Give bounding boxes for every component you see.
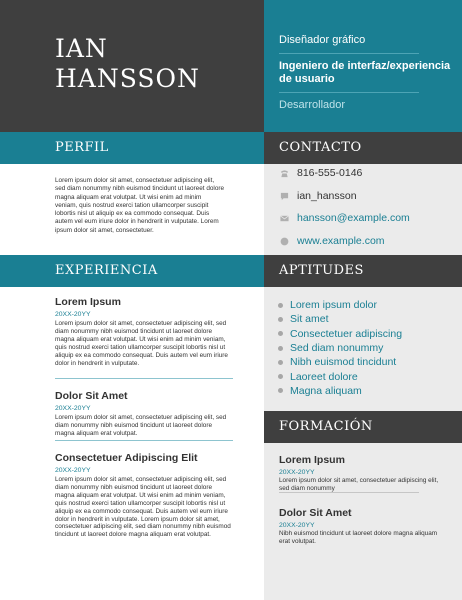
skill-label: Sit amet: [290, 313, 329, 326]
name-block: [0, 0, 264, 132]
bullet-icon: [278, 388, 283, 393]
username-text: ian_hansson: [297, 190, 357, 202]
job-description: Lorem ipsum dolor sit amet, consectetuer adipiscing elit, sed diam nonummy nibh euismod tincidunt ut laoreet dolore magna aliquam erat volutpat. Ut wisi enim ad minim veniam, quis nostrud exerci tation ullamcorper suscipit lobortis nisl ut aliquip ex ea commodo consequat. Duis autem vel eum iriure dolor in hendrerit in vulputate. Lorem ipsum dolor sit amet, consectetuer adipiscing elit, sed diam nonummy nibh euismod tincidunt ut laoreet dolore magna aliquam erat volutpat.: [55, 476, 231, 539]
education-title: Dolor Sit Amet: [279, 507, 352, 519]
education-date: 20XX-20YY: [279, 469, 315, 476]
job-divider: [55, 440, 233, 441]
job-title: Lorem Ipsum: [55, 296, 121, 308]
contact-username: [280, 189, 357, 203]
bullet-icon: [278, 374, 283, 379]
education-description: Nibh euismod tincidunt ut laoreet dolore magna aliquam erat volutpat.: [279, 530, 438, 545]
last-name: HANSSON: [55, 64, 200, 93]
phone-text: 816-555-0146: [297, 167, 363, 179]
job-title: Dolor Sit Amet: [55, 390, 128, 402]
education-title: Lorem Ipsum: [279, 454, 345, 466]
skill-item: [278, 369, 453, 383]
skill-item: [278, 384, 453, 398]
section-experience-header: EXPERIENCIA: [0, 255, 264, 287]
website-link[interactable]: www.example.com: [297, 235, 385, 247]
bullet-icon: [278, 346, 283, 351]
education-description: Lorem ipsum dolor sit amet, consectetuer adipiscing elit, sed diam nonummy: [279, 477, 439, 492]
phone-icon: [280, 169, 289, 178]
role-2: Ingeniero de interfaz/experiencia de usuario: [279, 60, 451, 85]
bullet-icon: [278, 317, 283, 322]
bullet-icon: [278, 360, 283, 365]
job-divider: [55, 378, 233, 379]
role-divider: [279, 53, 419, 54]
skill-label: Nibh euismod tincidunt: [290, 356, 397, 369]
skill-label: Magna aliquam: [290, 384, 362, 397]
contact-website[interactable]: [280, 234, 385, 248]
skill-label: Sed diam nonummy: [290, 342, 384, 355]
education-date: 20XX-20YY: [279, 522, 315, 529]
job-description: Lorem ipsum dolor sit amet, consectetuer adipiscing elit, sed diam nonummy nibh euismod tincidunt ut laoreet dolore magna aliquam erat volutpat. Ut wisi enim ad minim veniam, quis nostrud exerci tation ullamcorper suscipit lobortis nisl ut aliquip ex ea commodo consequat. Duis autem vel eum iriure dolor in hendrerit in vulputate.: [55, 320, 228, 367]
job-date: 20XX-20YY: [55, 311, 91, 318]
role-block: [264, 0, 462, 132]
section-contact-header: CONTACTO: [264, 132, 462, 164]
email-link[interactable]: hansson@example.com: [297, 212, 410, 224]
profile-text: Lorem ipsum dolor sit amet, consectetuer adipiscing elit, sed diam nonummy nibh euismod tincidunt ut laoreet dolore magna aliquam erat volutpat. Ut wisi enim ad minim veniam, quis nostrud exerci tation ullamcorper suscipit lobortis nisl ut aliquip ex ea commodo consequat. Duis autem vel eum iriure dolor in hendrerit in vulputate. Lorem ipsum dolor sit amet, consectetuer.: [55, 177, 225, 234]
skill-item: [278, 327, 453, 341]
skill-label: Laoreet dolore: [290, 370, 358, 383]
bullet-icon: [278, 303, 283, 308]
job-date: 20XX-20YY: [55, 467, 91, 474]
education-entry: [279, 454, 444, 493]
skill-label: Lorem ipsum dolor: [290, 299, 377, 312]
globe-icon: [280, 237, 289, 246]
job-title: Consectetuer Adipiscing Elit: [55, 452, 198, 464]
first-name: IAN: [55, 34, 108, 63]
contact-phone: [280, 166, 362, 180]
section-education-header: FORMACIÓN: [264, 411, 462, 443]
bullet-icon: [278, 331, 283, 336]
skills-list: [278, 298, 453, 398]
role-divider: [279, 92, 419, 93]
job-entry: [55, 296, 233, 367]
skill-label: Consectetuer adipiscing: [290, 327, 403, 340]
contact-email[interactable]: [280, 211, 410, 225]
skill-item: [278, 355, 453, 369]
job-date: 20XX-20YY: [55, 405, 91, 412]
email-icon: [280, 214, 289, 223]
section-profile-header: PERFIL: [0, 132, 264, 164]
skill-item: [278, 298, 453, 312]
job-entry: [55, 390, 233, 438]
role-3: Desarrollador: [279, 99, 346, 111]
job-description: Lorem ipsum dolor sit amet, consectetuer adipiscing elit, sed diam nonummy nibh euismod tincidunt ut laoreet dolore magna aliquam erat volutpat.: [55, 414, 227, 437]
section-skills-header: APTITUDES: [264, 255, 462, 287]
skill-item: [278, 312, 453, 326]
role-1: Diseñador gráfico: [279, 34, 366, 46]
education-divider: [279, 492, 419, 493]
chat-icon: [280, 192, 289, 201]
education-entry: [279, 507, 444, 546]
job-entry: [55, 452, 233, 539]
skill-item: [278, 341, 453, 355]
